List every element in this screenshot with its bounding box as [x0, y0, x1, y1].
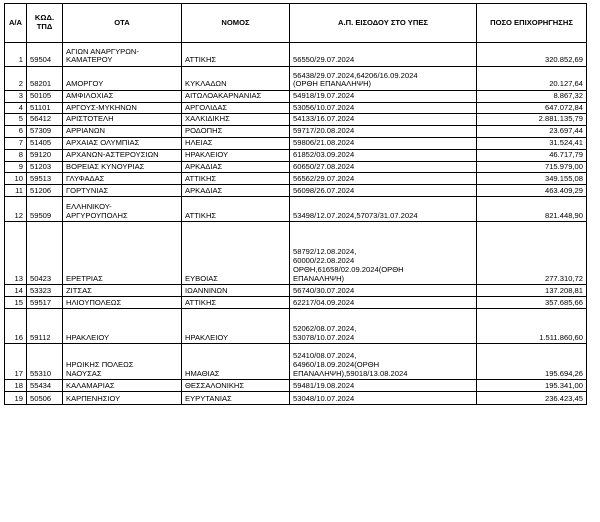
entry-protocol — [290, 380, 477, 392]
ota-name — [63, 137, 182, 149]
tpd-code: 59517 — [27, 297, 63, 309]
table-row — [5, 297, 587, 309]
header-nomos: ΝΟΜΟΣ — [182, 4, 290, 43]
ota-name-line: ΑΡΓΟΥΣ-ΜΥΚΗΝΩΝ — [66, 102, 137, 112]
table-row — [5, 67, 587, 91]
ota-name — [63, 102, 182, 114]
entry-protocol-line: ΕΠΑΝΑΛΗΨΗ) — [293, 273, 345, 283]
ota-name — [63, 149, 182, 161]
nomos-name: ΑΙΤΩΛΟΑΚΑΡΝΑΝΙΑΣ — [182, 91, 290, 103]
tpd-code: 51405 — [27, 137, 63, 149]
entry-protocol — [290, 67, 477, 91]
ota-name-line: ΖΙΤΣΑΣ — [66, 285, 92, 295]
ota-name-line: ΑΜΦΙΛΟΧΙΑΣ — [66, 91, 114, 100]
tpd-code: 58201 — [27, 67, 63, 91]
entry-protocol-line: 60000/22.08.2024 — [293, 256, 355, 266]
ota-name-line: ΑΡΓΥΡΟΥΠΟΛΗΣ — [66, 210, 128, 220]
row-number: 7 — [5, 137, 27, 149]
table-row — [5, 344, 587, 380]
ota-name-line: ΑΡΡΙΑΝΩΝ — [66, 126, 106, 136]
ota-name — [63, 43, 182, 67]
ota-name — [63, 114, 182, 126]
nomos-name: ΗΛΕΙΑΣ — [182, 137, 290, 149]
ota-name-line: ΝΑΟΥΣΑΣ — [66, 368, 102, 378]
header-amount: ΠΟΣΟ ΕΠΙΧΟΡΗΓΗΣΗΣ — [477, 4, 587, 43]
tpd-code: 50423 — [27, 222, 63, 285]
entry-protocol-line: 56098/26.07.2024 — [293, 185, 355, 195]
row-number: 3 — [5, 91, 27, 103]
table-row — [5, 149, 587, 161]
ota-name-line: ΑΜΟΡΓΟΥ — [66, 79, 104, 89]
grant-amount: 277.310,72 — [477, 222, 587, 285]
ota-name — [63, 344, 182, 380]
ota-name — [63, 161, 182, 173]
entry-protocol-line: 62217/04.09.2024 — [293, 297, 355, 307]
ota-name-line: ΑΡΧΑΙΑΣ ΟΛΥΜΠΙΑΣ — [66, 137, 140, 147]
ota-name — [63, 222, 182, 285]
ota-name — [63, 185, 182, 197]
grant-amount: 715.979,00 — [477, 161, 587, 173]
table-row — [5, 126, 587, 138]
tpd-code: 59504 — [27, 43, 63, 67]
nomos-name: ΑΡΓΟΛΙΔΑΣ — [182, 102, 290, 114]
entry-protocol-line: 53056/10.07.2024 — [293, 102, 355, 112]
grant-amount: 137.208,81 — [477, 285, 587, 297]
entry-protocol-line: 54133/16.07.2024 — [293, 114, 355, 124]
table-row — [5, 197, 587, 222]
ota-name-line: ΓΟΡΤΥΝΙΑΣ — [66, 185, 109, 195]
tpd-code: 51101 — [27, 102, 63, 114]
nomos-name: ΕΥΒΟΙΑΣ — [182, 222, 290, 285]
header-row — [5, 4, 587, 43]
tpd-code: 56412 — [27, 114, 63, 126]
header-aa: Α/Α — [5, 4, 27, 43]
ota-name-line: ΕΡΕΤΡΙΑΣ — [66, 273, 103, 283]
tpd-code: 51203 — [27, 161, 63, 173]
header-ota: ΟΤΑ — [63, 4, 182, 43]
nomos-name: ΑΡΚΑΔΙΑΣ — [182, 161, 290, 173]
grant-amount: 349.155,08 — [477, 173, 587, 185]
row-number: 15 — [5, 297, 27, 309]
entry-protocol-line: (ΟΡΘΗ ΕΠΑΝΑΛΗΨΗ) — [293, 79, 372, 89]
ota-name — [63, 285, 182, 297]
nomos-name: ΑΡΚΑΔΙΑΣ — [182, 185, 290, 197]
tpd-code: 50105 — [27, 91, 63, 103]
row-number: 2 — [5, 67, 27, 91]
nomos-name: ΑΤΤΙΚΗΣ — [182, 43, 290, 67]
entry-protocol-line: 56438/29.07.2024,64206/16.09.2024 — [293, 70, 418, 80]
subsidy-table — [4, 3, 587, 405]
entry-protocol-line: 59481/19.08.2024 — [293, 380, 355, 390]
entry-protocol — [290, 309, 477, 344]
ota-name-line: ΚΑΛΑΜΑΡΙΑΣ — [66, 380, 115, 390]
grant-amount: 31.524,41 — [477, 137, 587, 149]
grant-amount: 357.685,66 — [477, 297, 587, 309]
tpd-code: 59120 — [27, 149, 63, 161]
grant-amount: 463.409,29 — [477, 185, 587, 197]
nomos-name: ΘΕΣΣΑΛΟΝΙΚΗΣ — [182, 380, 290, 392]
row-number: 11 — [5, 185, 27, 197]
nomos-name: ΙΩΑΝΝΙΝΩΝ — [182, 285, 290, 297]
entry-protocol — [290, 102, 477, 114]
table-row — [5, 185, 587, 197]
ota-name-line: ΗΛΙΟΥΠΟΛΕΩΣ — [66, 297, 122, 307]
entry-protocol-line: 56550/29.07.2024 — [293, 55, 355, 65]
entry-protocol-line: 53498/12.07.2024,57073/31.07.2024 — [293, 210, 418, 220]
entry-protocol — [290, 173, 477, 185]
entry-protocol-line: 52062/08.07.2024, — [293, 323, 357, 333]
entry-protocol-line: 56740/30.07.2024 — [293, 285, 355, 295]
row-number: 13 — [5, 222, 27, 285]
ota-name-line: ΗΡΩΙΚΗΣ ΠΟΛΕΩΣ — [66, 359, 134, 369]
nomos-name: ΑΤΤΙΚΗΣ — [182, 173, 290, 185]
ota-name-line: ΒΟΡΕΙΑΣ ΚΥΝΟΥΡΙΑΣ — [66, 161, 145, 171]
header-ap: Α.Π. ΕΙΣΟΔΟΥ ΣΤΟ ΥΠΕΣ — [290, 4, 477, 43]
header-code: ΚΩΔ. ΤΠΔ — [27, 4, 63, 43]
table-row — [5, 222, 587, 285]
nomos-name: ΗΡΑΚΛΕΙΟΥ — [182, 309, 290, 344]
table-body — [5, 43, 587, 405]
nomos-name: ΑΤΤΙΚΗΣ — [182, 297, 290, 309]
ota-name-line: ΗΡΑΚΛΕΙΟΥ — [66, 332, 110, 342]
ota-name — [63, 380, 182, 392]
row-number: 14 — [5, 285, 27, 297]
tpd-code: 55310 — [27, 344, 63, 380]
row-number: 4 — [5, 102, 27, 114]
ota-name — [63, 126, 182, 138]
tpd-code: 50506 — [27, 392, 63, 405]
entry-protocol — [290, 222, 477, 285]
row-number: 12 — [5, 197, 27, 222]
table-row — [5, 161, 587, 173]
nomos-name: ΡΟΔΟΠΗΣ — [182, 126, 290, 138]
nomos-name: ΧΑΛΚΙΔΙΚΗΣ — [182, 114, 290, 126]
entry-protocol-line: 61852/03.09.2024 — [293, 149, 355, 159]
entry-protocol — [290, 43, 477, 67]
entry-protocol — [290, 137, 477, 149]
grant-amount: 320.852,69 — [477, 43, 587, 67]
row-number: 18 — [5, 380, 27, 392]
ota-name — [63, 173, 182, 185]
table-row — [5, 43, 587, 67]
entry-protocol — [290, 126, 477, 138]
table-row — [5, 114, 587, 126]
entry-protocol — [290, 297, 477, 309]
grant-amount: 20.127,64 — [477, 67, 587, 91]
grant-amount: 821.448,90 — [477, 197, 587, 222]
entry-protocol-line: 60650/27.08.2024 — [293, 161, 355, 171]
entry-protocol-line: 59717/20.08.2024 — [293, 126, 355, 136]
row-number: 19 — [5, 392, 27, 405]
ota-name-line: ΚΑΡΠΕΝΗΣΙΟΥ — [66, 393, 121, 403]
row-number: 8 — [5, 149, 27, 161]
tpd-code: 53323 — [27, 285, 63, 297]
entry-protocol — [290, 149, 477, 161]
tpd-code: 59513 — [27, 173, 63, 185]
grant-amount: 23.697,44 — [477, 126, 587, 138]
ota-name — [63, 392, 182, 405]
table-row — [5, 91, 587, 103]
table-row — [5, 102, 587, 114]
table-row — [5, 137, 587, 149]
ota-name-line: ΑΡΧΑΝΩΝ-ΑΣΤΕΡΟΥΣΙΩΝ — [66, 149, 159, 159]
entry-protocol-line: 53078/10.07.2024 — [293, 332, 355, 342]
row-number: 17 — [5, 344, 27, 380]
nomos-name: ΗΜΑΘΙΑΣ — [182, 344, 290, 380]
entry-protocol-line: ΟΡΘΗ,61658/02.09.2024(ΟΡΘΗ — [293, 264, 404, 274]
entry-protocol — [290, 285, 477, 297]
ota-name-line: ΓΛΥΦΑΔΑΣ — [66, 173, 105, 183]
tpd-code: 55434 — [27, 380, 63, 392]
entry-protocol-line: 52410/08.07.2024, — [293, 351, 357, 361]
grant-amount: 195.341,00 — [477, 380, 587, 392]
grant-amount: 236.423,45 — [477, 392, 587, 405]
grant-amount: 8.867,32 — [477, 91, 587, 103]
row-number: 5 — [5, 114, 27, 126]
entry-protocol — [290, 392, 477, 405]
table-row — [5, 380, 587, 392]
table-row — [5, 392, 587, 405]
tpd-code: 59509 — [27, 197, 63, 222]
grant-amount: 1.511.860,60 — [477, 309, 587, 344]
table-row — [5, 173, 587, 185]
entry-protocol — [290, 344, 477, 380]
grant-amount: 46.717,79 — [477, 149, 587, 161]
ota-name — [63, 297, 182, 309]
row-number: 6 — [5, 126, 27, 138]
grant-amount: 647.072,84 — [477, 102, 587, 114]
table-row — [5, 285, 587, 297]
ota-name — [63, 309, 182, 344]
entry-protocol-line: 56562/29.07.2024 — [293, 173, 355, 183]
table-row — [5, 309, 587, 344]
entry-protocol-line: 54918/19.07.2024 — [293, 91, 355, 100]
entry-protocol-line: 58792/12.08.2024, — [293, 247, 357, 257]
entry-protocol-line: 59806/21.08.2024 — [293, 137, 355, 147]
grant-amount: 2.881.135,79 — [477, 114, 587, 126]
nomos-name: ΗΡΑΚΛΕΙΟΥ — [182, 149, 290, 161]
entry-protocol-line: 53048/10.07.2024 — [293, 393, 355, 403]
row-number: 9 — [5, 161, 27, 173]
entry-protocol — [290, 91, 477, 103]
ota-name — [63, 67, 182, 91]
ota-name — [63, 91, 182, 103]
entry-protocol — [290, 197, 477, 222]
tpd-code: 51206 — [27, 185, 63, 197]
entry-protocol-line: ΕΠΑΝΑΛΗΨΗ),59018/13.08.2024 — [293, 368, 408, 378]
row-number: 1 — [5, 43, 27, 67]
row-number: 10 — [5, 173, 27, 185]
ota-name-line: ΚΑΜΑΤΕΡΟΥ — [66, 55, 113, 65]
entry-protocol — [290, 114, 477, 126]
entry-protocol — [290, 185, 477, 197]
entry-protocol — [290, 161, 477, 173]
ota-name-line: ΕΛΛΗΝΙΚΟΥ- — [66, 201, 112, 211]
ota-name — [63, 197, 182, 222]
entry-protocol-line: 64960/18.09.2024(ΟΡΘΗ — [293, 359, 380, 369]
tpd-code: 59112 — [27, 309, 63, 344]
ota-name-line: ΑΡΙΣΤΟΤΕΛΗ — [66, 114, 114, 124]
grant-amount: 195.694,26 — [477, 344, 587, 380]
ota-name-line: ΑΓΙΩΝ ΑΝΑΡΓΥΡΩΝ- — [66, 46, 139, 56]
nomos-name: ΑΤΤΙΚΗΣ — [182, 197, 290, 222]
tpd-code: 57309 — [27, 126, 63, 138]
nomos-name: ΚΥΚΛΑΔΩΝ — [182, 67, 290, 91]
nomos-name: ΕΥΡΥΤΑΝΙΑΣ — [182, 392, 290, 405]
row-number: 16 — [5, 309, 27, 344]
